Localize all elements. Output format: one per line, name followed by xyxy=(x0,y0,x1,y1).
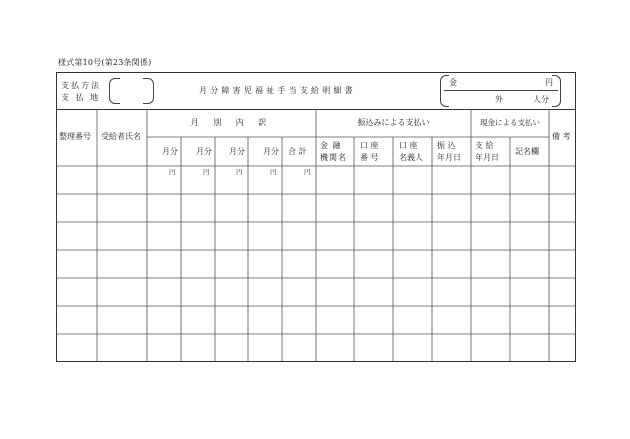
transfer-date-column: 振 込 年月日 xyxy=(437,141,461,162)
form-number-label: 様式第10号(第23条関係) xyxy=(58,58,152,67)
total-column: 合 計 xyxy=(288,147,307,156)
signature-column: 記名欄 xyxy=(515,147,539,156)
form-title: 月分障害児福祉手当支給明細書 xyxy=(199,86,356,95)
payment-place-label: 支 払 地 xyxy=(61,93,101,102)
payment-method-label: 支払方法 xyxy=(61,81,101,90)
payment-date-column: 支 給 年月日 xyxy=(475,141,499,162)
month-column-1: 月分 xyxy=(162,147,178,156)
month-column-3: 月分 xyxy=(229,147,245,156)
persons-unit: 人分 xyxy=(533,95,549,104)
month-column-2: 月分 xyxy=(196,147,212,156)
yen-unit-month-4: 円 xyxy=(270,168,277,176)
total-amount-label: 金 xyxy=(449,78,457,87)
account-holder-column: 口 座 名義人 xyxy=(399,141,423,162)
month-column-4: 月分 xyxy=(263,147,279,156)
account-number-column: 口 座 番 号 xyxy=(360,141,379,162)
column-transfer-payment: 振込みによる支払い xyxy=(357,118,430,127)
total-amount-unit: 円 xyxy=(545,78,553,87)
yen-unit-month-1: 円 xyxy=(169,168,176,176)
column-remarks: 備 考 xyxy=(552,132,571,141)
yen-unit-month-2: 円 xyxy=(203,168,210,176)
yen-unit-month-3: 円 xyxy=(236,168,243,176)
column-recipient-name: 受給者氏名 xyxy=(101,132,141,141)
column-number: 整理番号 xyxy=(59,132,91,141)
column-monthly-breakdown: 月 別 内 訳 xyxy=(190,118,273,127)
statement-form xyxy=(56,72,576,362)
bank-name-column: 金 融 機関名 xyxy=(320,141,347,162)
others-label: 外 xyxy=(495,95,503,104)
column-cash-payment: 現金による支払い xyxy=(480,118,540,127)
yen-unit-total: 円 xyxy=(304,168,311,176)
